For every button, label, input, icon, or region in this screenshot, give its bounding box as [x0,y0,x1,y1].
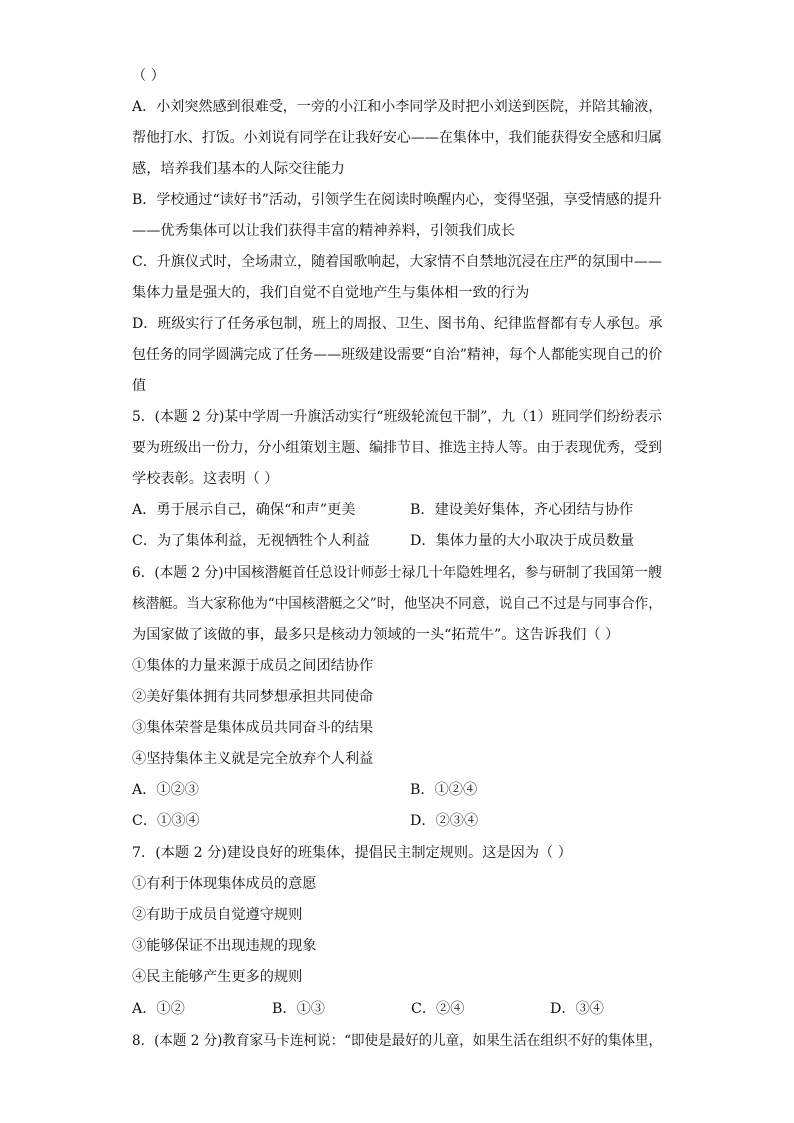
q6-option-a: A．①②③ [132,782,199,798]
q7-statement-4: ④民主能够产生更多的规则 [132,969,303,985]
option-d-line-1: D．班级实行了任务承包制，班上的周报、卫生、图书角、纪律监督都有专人承包。承 [132,316,663,332]
option-d-line-2: 包任务的同学圆满完成了任务——班级建设需要“自治”精神，每个人都能实现自己的价 [132,347,663,363]
q7-option-b: B．①③ [272,1001,325,1017]
q6-option-c: C．①③④ [132,813,200,829]
option-d-line-3: 值 [132,378,147,394]
q6-option-d: D．②③④ [410,813,479,829]
q7-option-c: C．②④ [411,1001,465,1017]
question-7-line-1: 7．(本题 2 分)建设良好的班集体，提倡民主制定规则。这是因为（ ） [132,845,572,861]
q7-statement-2: ②有助于成员自觉遵守规则 [132,907,303,923]
q7-option-a: A．①② [132,1001,185,1017]
q5-option-b: B．建设美好集体，齐心团结与协作 [410,502,634,518]
q5-option-a: A．勇于展示自己，确保“和声”更美 [132,502,356,518]
q7-option-d: D．③④ [550,1001,604,1017]
q5-option-d: D．集体力量的大小取决于成员数量 [410,533,635,549]
q6-statement-3: ③集体荣誉是集体成员共同奋斗的结果 [132,720,374,736]
option-a-line-2: 帮他打水、打饭。小刘说有同学在让我好安心——在集体中，我们能获得安全感和归属 [132,130,662,146]
question-5-line-1: 5．(本题 2 分)某中学周一升旗活动实行“班级轮流包干制”，九（1）班同学们纷纷表示 [132,409,662,425]
question-8-line-1: 8．(本题 2 分)教育家马卡连柯说：“即使是最好的儿童，如果生活在组织不好的集体里， [132,1033,663,1049]
question-6-line-2: 核潜艇。当大家称他为“中国核潜艇之父”时，他坚决不同意，说自己不过是与同事合作， [132,596,662,612]
answer-bracket: （ ） [132,68,165,84]
q5-option-c: C．为了集体利益，无视牺牲个人利益 [132,533,370,549]
q7-statement-3: ③能够保证不出现违规的现象 [132,938,317,954]
q6-statement-2: ②美好集体拥有共同梦想承担共同使命 [132,689,374,705]
q6-statement-4: ④坚持集体主义就是完全放弃个人利益 [132,751,374,767]
option-a-line-1: A．小刘突然感到很难受，一旁的小江和小李同学及时把小刘送到医院，并陪其输液， [132,99,663,115]
question-6-line-3: 为国家做了该做的事，最多只是核动力领域的一头“拓荒牛”。这告诉我们（ ） [132,627,620,643]
question-5-line-3: 学校表彰。这表明（ ） [132,471,279,487]
option-c-line-1: C．升旗仪式时，全场肃立，随着国歌响起，大家情不自禁地沉浸在庄严的氛围中—— [132,254,662,270]
option-a-line-3: 感，培养我们基本的人际交往能力 [132,161,345,177]
q6-statement-1: ①集体的力量来源于成员之间团结协作 [132,658,374,674]
q6-option-b: B．①②④ [410,782,478,798]
option-c-line-2: 集体力量是强大的，我们自觉不自觉地产生与集体相一致的行为 [132,285,530,301]
question-5-line-2: 要为班级出一份力，分小组策划主题、编排节目、推选主持人等。由于表现优秀，受到 [132,440,662,456]
option-b-line-2: ——优秀集体可以让我们获得丰富的精神养料，引领我们成长 [132,223,516,239]
option-b-line-1: B．学校通过“读好书”活动，引领学生在阅读时唤醒内心，变得坚强，享受情感的提升 [132,192,662,208]
q7-statement-1: ①有利于体现集体成员的意愿 [132,876,317,892]
question-6-line-1: 6．(本题 2 分)中国核潜艇首任总设计师彭士禄几十年隐姓埋名，参与研制了我国第一艘 [132,565,662,581]
